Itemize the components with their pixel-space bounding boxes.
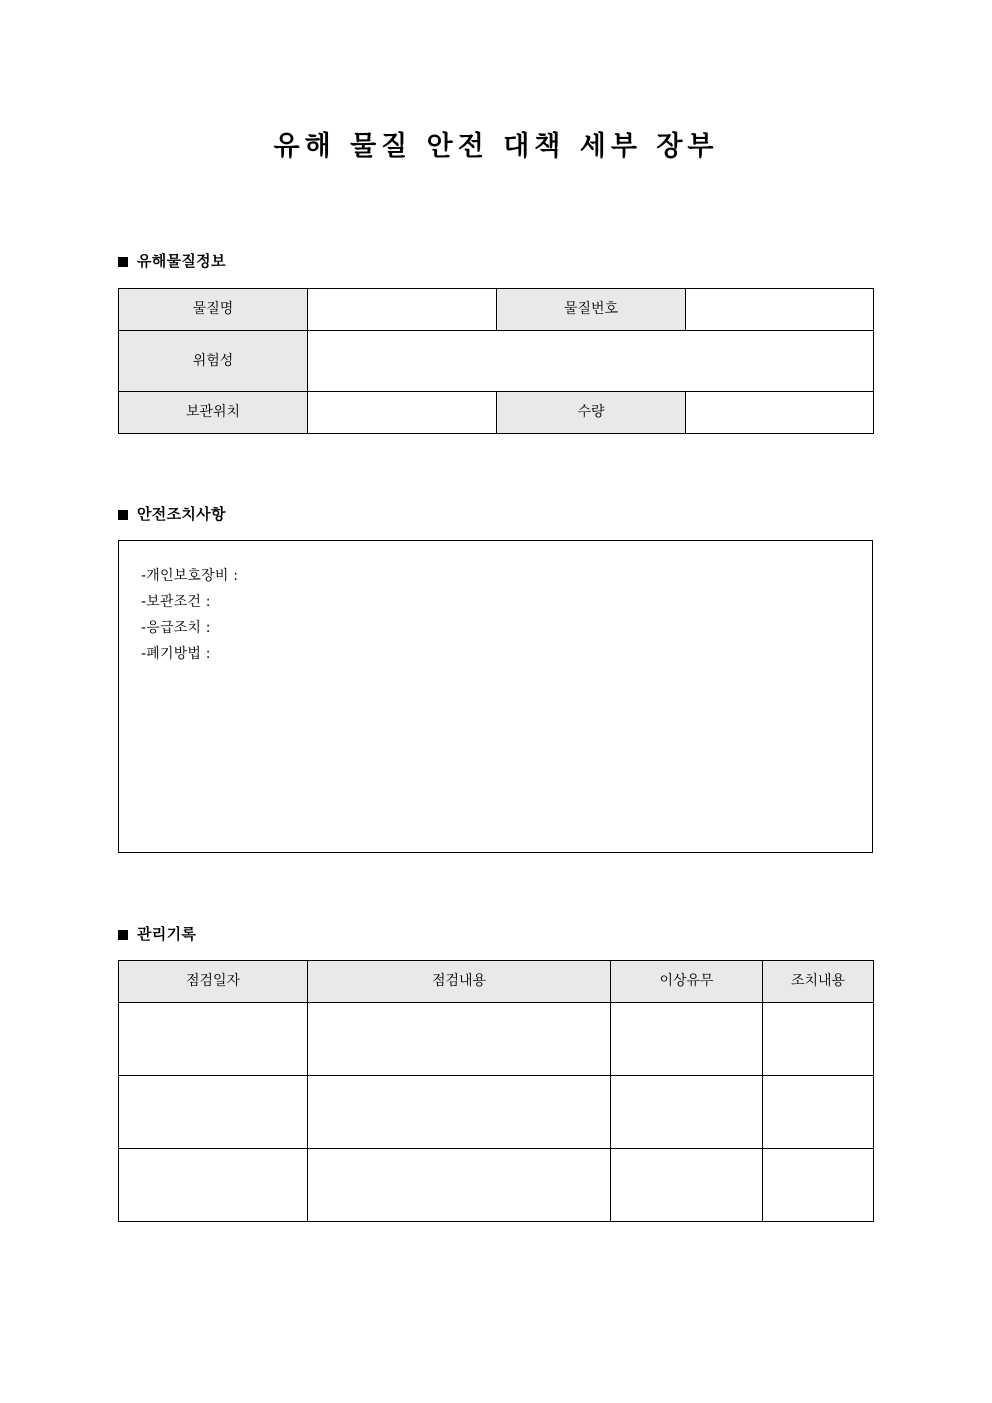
cell-action-taken[interactable] (763, 1149, 874, 1222)
cell-inspection-date[interactable] (119, 1149, 308, 1222)
label-material-number: 물질번호 (497, 289, 686, 331)
section-heading-material-info (118, 254, 226, 269)
input-hazard[interactable] (308, 331, 874, 392)
table-row (119, 331, 874, 392)
cell-action-taken[interactable] (763, 1076, 874, 1149)
section-heading-label: 유해물질정보 (137, 252, 226, 270)
column-header-inspection-date: 점검일자 (119, 961, 308, 1003)
table-row (119, 1149, 874, 1222)
table-row (119, 1076, 874, 1149)
label-material-name: 물질명 (119, 289, 308, 331)
black-square-bullet-icon (118, 930, 128, 940)
cell-action-taken[interactable] (763, 1003, 874, 1076)
table-row (119, 392, 874, 434)
cell-abnormality[interactable] (611, 1076, 763, 1149)
input-storage-location[interactable] (308, 392, 497, 434)
black-square-bullet-icon (118, 510, 128, 520)
cell-abnormality[interactable] (611, 1003, 763, 1076)
cell-inspection-date[interactable] (119, 1076, 308, 1149)
label-hazard: 위험성 (119, 331, 308, 392)
cell-inspection-content[interactable] (308, 1003, 611, 1076)
section-heading-safety-measures (118, 507, 226, 522)
table-header-row (119, 961, 874, 1003)
page-title: 유해 물질 안전 대책 세부 장부 (273, 131, 719, 162)
input-quantity[interactable] (686, 392, 874, 434)
safety-line-emergency-measures: -응급조치 : (141, 620, 211, 636)
section-heading-management-record (118, 927, 196, 942)
table-row (119, 1003, 874, 1076)
safety-line-personal-protective-equipment: -개인보호장비 : (141, 568, 239, 584)
material-info-table (118, 288, 874, 434)
management-record-table (118, 960, 874, 1222)
section-heading-label: 안전조치사항 (137, 505, 226, 523)
safety-line-storage-conditions: -보관조건 : (141, 594, 211, 610)
input-material-name[interactable] (308, 289, 497, 331)
black-square-bullet-icon (118, 257, 128, 267)
input-material-number[interactable] (686, 289, 874, 331)
cell-inspection-date[interactable] (119, 1003, 308, 1076)
cell-inspection-content[interactable] (308, 1076, 611, 1149)
column-header-action-taken: 조치내용 (763, 961, 874, 1003)
cell-inspection-content[interactable] (308, 1149, 611, 1222)
cell-abnormality[interactable] (611, 1149, 763, 1222)
column-header-inspection-content: 점검내용 (308, 961, 611, 1003)
safety-line-disposal-method: -폐기방법 : (141, 646, 211, 662)
label-quantity: 수량 (497, 392, 686, 434)
section-heading-label: 관리기록 (137, 925, 197, 943)
safety-measures-textbox[interactable] (118, 540, 873, 853)
table-row (119, 289, 874, 331)
column-header-abnormality: 이상유무 (611, 961, 763, 1003)
label-storage-location: 보관위치 (119, 392, 308, 434)
